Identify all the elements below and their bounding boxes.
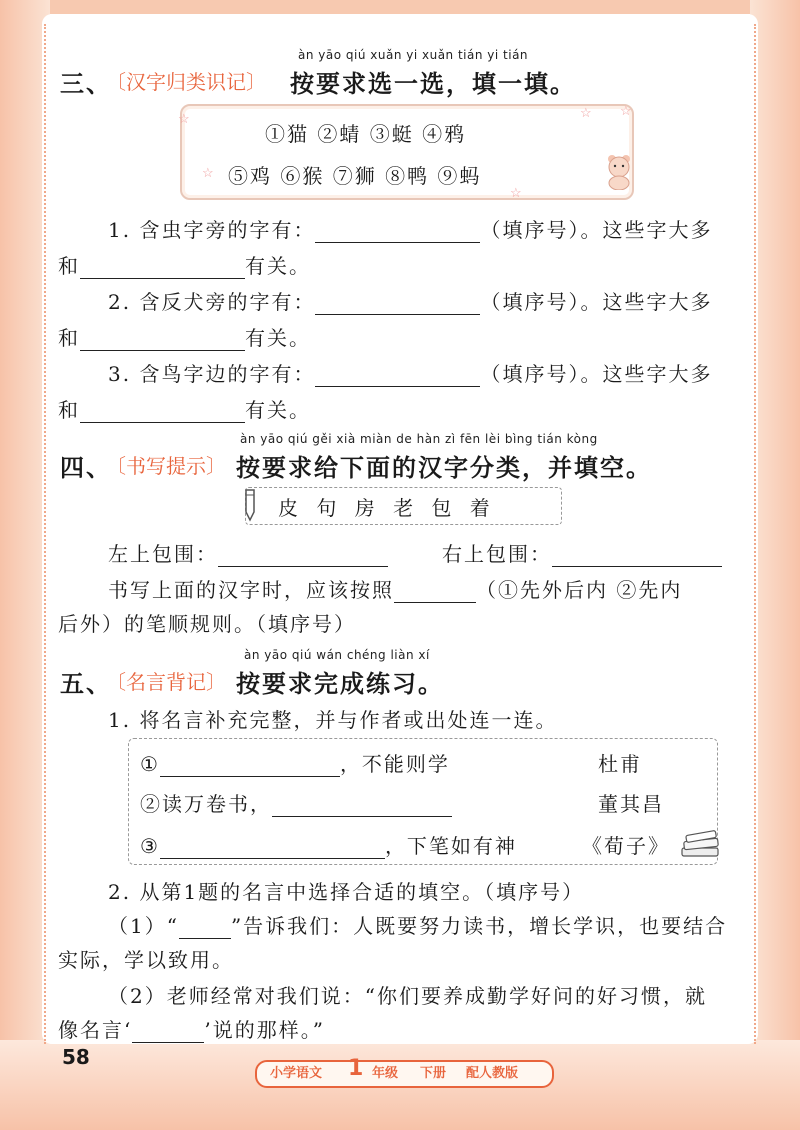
frame-border-right: [748, 24, 756, 1044]
s5-row2-author: 董其昌: [598, 792, 664, 816]
s4-line1: 书写上面的汉字时，应该按照 （①先外后内 ②先内: [108, 578, 683, 602]
s3-q1: 1. 含虫字旁的字有： （填序号）。这些字大多: [108, 218, 713, 242]
s3-q3-cont: 和 有关。: [58, 398, 311, 422]
s5-q1: 1. 将名言补充完整，并与作者或出处连一连。: [108, 708, 558, 732]
books-icon: [678, 830, 722, 860]
s3-q2-blank[interactable]: [315, 292, 480, 315]
s4-number: 四、: [60, 454, 112, 482]
star-icon: ☆: [580, 106, 592, 121]
frame-top: [0, 0, 800, 14]
s4-left-blank[interactable]: [218, 544, 388, 567]
s5-number: 五、: [60, 670, 112, 698]
page-number: 58: [62, 1045, 90, 1069]
s5-r1-blank[interactable]: [160, 754, 340, 777]
s3-q2-blank2[interactable]: [80, 328, 245, 351]
s4-order-blank[interactable]: [394, 580, 476, 603]
s5-row3-source: 《荀子》: [582, 834, 670, 858]
s5-tag: 〔名言背记〕: [106, 670, 226, 694]
star-icon: ☆: [620, 104, 632, 119]
s5-r3-blank[interactable]: [160, 836, 385, 859]
s3-tag: 〔汉字归类识记〕: [106, 70, 266, 94]
s4-line2: 后外）的笔顺规则。（填序号）: [58, 612, 356, 636]
s5-q2-1-blank[interactable]: [179, 916, 231, 939]
footer-grade-number: 1: [348, 1056, 364, 1081]
s5-q2-1-cont: 实际，学以致用。: [58, 948, 234, 972]
s5-q2-2-cont: 像名言‘ ’说的那样。”: [58, 1018, 325, 1042]
s3-q3: 3. 含鸟字边的字有： （填序号）。这些字大多: [108, 362, 713, 386]
s4-title: 按要求给下面的汉字分类，并填空。: [236, 454, 652, 482]
s5-row3: ③ ，下笔如有神: [140, 834, 517, 858]
s3-q3-blank[interactable]: [315, 364, 480, 387]
s5-title: 按要求完成练习。: [236, 670, 444, 698]
frame-border-left: [44, 24, 52, 1044]
s3-number: 三、: [60, 70, 112, 98]
s5-q2-1: （1）“ ”告诉我们：人既要努力读书，增长学识，也要结合: [108, 914, 728, 938]
s5-q2-2-blank[interactable]: [132, 1020, 204, 1043]
star-icon: ☆: [178, 112, 190, 127]
s3-title: 按要求选一选，填一填。: [290, 70, 576, 98]
s4-left-row: 左上包围：: [108, 538, 388, 567]
s3-q1-blank[interactable]: [315, 220, 480, 243]
star-icon: ☆: [510, 186, 522, 201]
s4-right-row: 右上包围：: [442, 538, 722, 567]
footer-subject: 小学语文: [270, 1066, 323, 1081]
s4-pinyin: àn yāo qiú gěi xià miàn de hàn zì fēn lèi bìng tián kòng: [240, 432, 598, 446]
s5-row1-author: 杜甫: [598, 752, 642, 776]
footer-grade: 年级: [372, 1066, 399, 1081]
s3-q1-cont: 和 有关。: [58, 254, 311, 278]
s3-q2: 2. 含反犬旁的字有： （填序号）。这些字大多: [108, 290, 713, 314]
s3-pinyin: àn yāo qiú xuǎn yi xuǎn tián yi tián: [298, 48, 529, 62]
star-icon: ☆: [202, 166, 214, 181]
s3-q2-cont: 和 有关。: [58, 326, 311, 350]
s5-q2-2: （2）老师经常对我们说：“你们要养成勤学好问的好习惯，就: [108, 984, 707, 1008]
s5-pinyin: àn yāo qiú wán chéng liàn xí: [244, 648, 430, 662]
s4-right-blank[interactable]: [552, 544, 722, 567]
footer-edition: 配人教版: [466, 1066, 519, 1081]
pencil-icon: [240, 488, 260, 522]
s4-chars: 皮 句 房 老 包 着: [278, 496, 496, 520]
s3-chars-row2: ⑤鸡 ⑥猴 ⑦狮 ⑧鸭 ⑨蚂: [228, 164, 482, 188]
s3-q3-blank2[interactable]: [80, 400, 245, 423]
s5-row2: ②读万卷书，: [140, 788, 452, 817]
s5-row1: ① ，不能则学: [140, 752, 450, 776]
s3-q1-blank2[interactable]: [80, 256, 245, 279]
s5-r2-blank[interactable]: [272, 794, 452, 817]
s4-tag: 〔书写提示〕: [106, 454, 226, 478]
footer-volume: 下册: [420, 1066, 447, 1081]
s5-q2: 2. 从第1题的名言中选择合适的填空。（填序号）: [108, 880, 585, 904]
bear-icon: [604, 154, 634, 190]
s3-chars-row1: ①猫 ②蜻 ③蜓 ④鸦: [265, 122, 467, 146]
